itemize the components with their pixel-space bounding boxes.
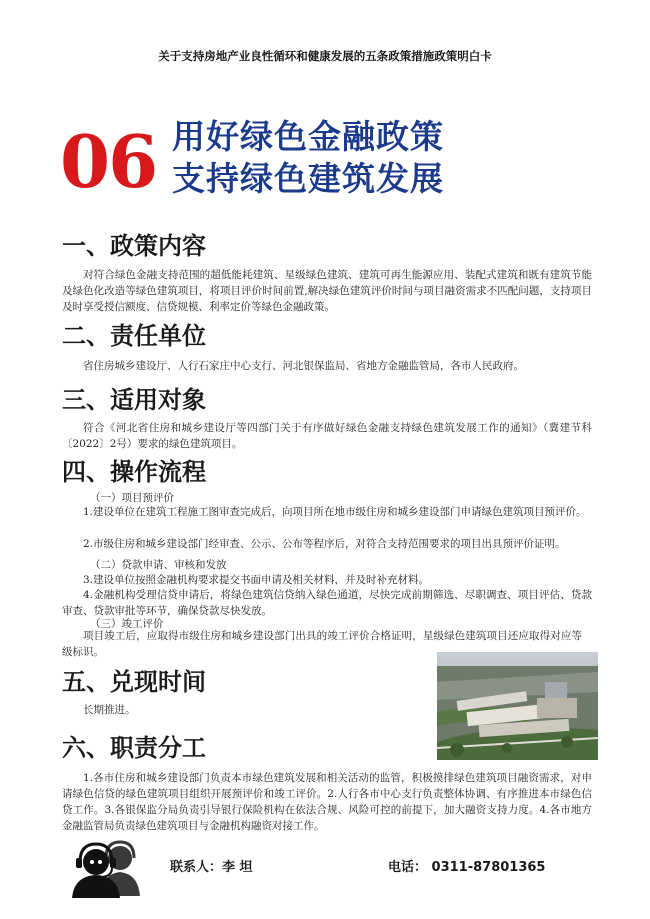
procedure-step-4: 4.金融机构受理信贷申请后，将绿色建筑信贷纳入绿色通道，尽快完成前期筛选、尽职调查、项目评估、贷款审查、贷款审批等环节，确保贷款尽快发放。 [62,589,592,617]
section-heading-responsible: 二、责任单位 [62,322,206,350]
section-text-responsible: 省住房城乡建设厅、人行石家庄中心支行、河北银保监局、省地方金融监管局，各市人民政府。 [83,360,524,372]
procedure-step-1: 1.建设单位在建筑工程施工图审查完成后，向项目所在地市级住房和城乡建设部门申请绿色建筑项目预评价。 [83,506,587,518]
section-heading-scope: 三、适用对象 [62,386,206,414]
procedure-step-5: 项目竣工后，应取得市级住房和城乡建设部门出具的竣工评价合格证明，星级绿色建筑项目还应取得对应等级标识。 [62,630,582,658]
procedure-subheading-3: （三）竣工评价 [90,618,164,630]
section-text-scope: 符合《河北省住房和城乡建设厅等四部门关于有序做好绿色金融支持绿色建筑发展工作的通知》（冀建节科〔2022〕2号）要求的绿色建筑项目。 [62,422,592,450]
section-heading-procedure: 四、操作流程 [62,458,206,486]
section-heading-policy: 一、政策内容 [62,232,206,260]
procedure-step-2: 2.市级住房和城乡建设部门经审查、公示、公布等程序后，对符合支持范围要求的项目出具预评价证明。 [83,538,566,550]
contact-person: 联系人：李 坦 [170,860,253,875]
procedure-subheading-2: （二）贷款申请、审核和发放 [90,559,227,571]
section-heading-timing: 五、兑现时间 [62,668,206,696]
hero-title-line1: 用好绿色金融政策 [172,117,444,156]
section-heading-duties: 六、职责分工 [62,734,206,762]
section-text-timing: 长期推进。 [83,704,136,716]
document-header-title: 关于支持房地产业良性循环和健康发展的五条政策措施政策明白卡 [158,49,492,63]
customer-service-headset-icon [62,838,156,898]
procedure-step-3: 3.建设单位按照金融机构要求提交书面申请及相关材料，并及时补充材料。 [83,574,430,586]
hero-title-line2: 支持绿色建筑发展 [172,159,444,198]
procedure-subheading-1: （一）项目预评价 [90,492,174,504]
hero-banner [60,116,600,206]
contact-phone: 电话： 0311-87801365 [388,860,546,875]
hero-number: 06 [60,119,157,204]
section-text-duties: 1.各市住房和城乡建设部门负责本市绿色建筑发展和相关活动的监管，积极摸排绿色建筑项目融资需求，对申请绿色信贷的绿色建筑项目组织开展预评价和竣工评价。2.人行各市中心支行负责整体协调、有序推进本市绿色信贷工作。3.各银保监分局负责引导银行保险机构在依法合规、风险可控的前提下，加大融资支持力度。4.各市地方金融监管局负责绿色建筑项目与金融机构融资对接工作。 [62,772,592,832]
aerial-building-photo [437,652,598,760]
section-text-policy: 对符合绿色金融支持范围的超低能耗建筑、星级绿色建筑、建筑可再生能源应用、装配式建筑和既有建筑节能及绿色化改造等绿色建筑项目，将项目评价时间前置,解决绿色建筑评价时间与项目融资需求不匹配问题，支持项目及时享受授信额度、信贷规模、利率定价等绿色金融政策。 [62,269,592,313]
